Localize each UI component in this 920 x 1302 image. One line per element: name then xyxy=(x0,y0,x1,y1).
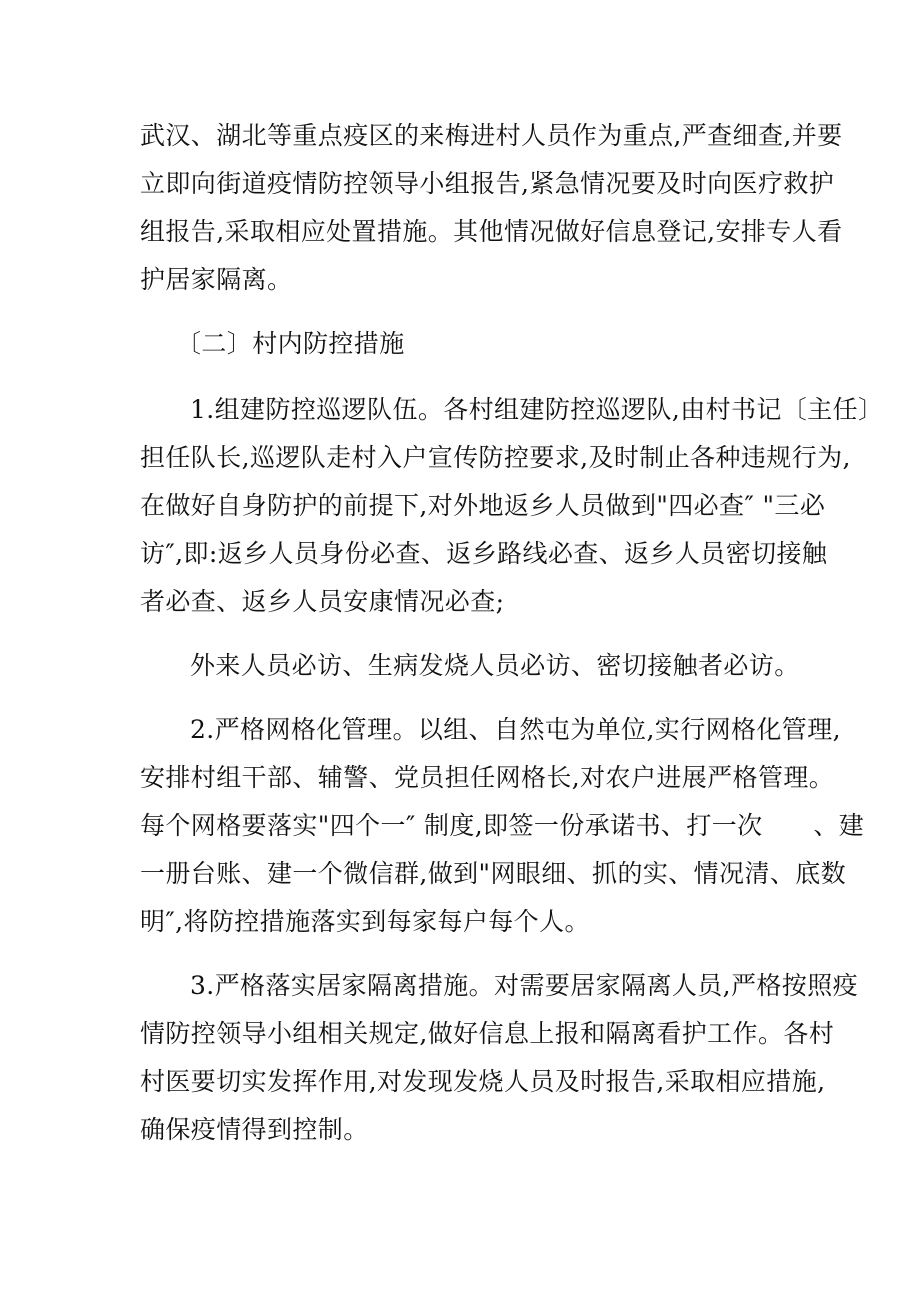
paragraph-line: 一册台账、建一个微信群,做到"网眼细、抓的实、情况清、底数 xyxy=(140,859,847,888)
paragraph-line: 2.严格网格化管理。以组、自然屯为单位,实行网格化管理, xyxy=(190,715,841,744)
paragraph-line: 安排村组干部、辅警、党员担任网格长,对农户进展严格管理。 xyxy=(140,763,835,792)
paragraph-line: 武汉、湖北等重点疫区的来梅进村人员作为重点,严查细查,并要 xyxy=(140,121,843,150)
paragraph-line: 访″,即:返乡人员身份必查、返乡路线必查、返乡人员密切接触 xyxy=(140,539,828,568)
paragraph-line: 者必查、返乡人员安康情况必查; xyxy=(140,587,505,616)
paragraph-line: 1.组建防控巡逻队伍。各村组建防控巡逻队,由村书记〔主任〕 xyxy=(190,395,884,424)
paragraph-line: 护居家隔离。 xyxy=(140,265,293,294)
paragraph-line: 明″,将防控措施落实到每家每户每个人。 xyxy=(140,907,590,936)
paragraph-line: 外来人员必访、生病发烧人员必访、密切接触者必访。 xyxy=(190,651,800,680)
paragraph-line: 确保疫情得到控制。 xyxy=(140,1115,369,1144)
paragraph-line: 组报告,采取相应处置措施。其他情况做好信息登记,安排专人看 xyxy=(140,217,843,246)
paragraph-line: 情防控领导小组相关规定,做好信息上报和隔离看护工作。各村 xyxy=(140,1019,835,1048)
paragraph-line: 每个网格要落实"四个一″ 制度,即签一份承诺书、打一次 、建 xyxy=(140,811,865,840)
paragraph-line: 立即向街道疫情防控领导小组报告,紧急情况要及时向医疗救护 xyxy=(140,169,835,198)
paragraph-line: 3.严格落实居家隔离措施。对需要居家隔离人员,严格按照疫 xyxy=(190,971,859,1000)
paragraph-line: 在做好自身防护的前提下,对外地返乡人员做到"四必查″ "三必 xyxy=(140,491,826,520)
paragraph-line: 担任队长,巡逻队走村入户宣传防控要求,及时制止各种违规行为, xyxy=(140,443,851,472)
paragraph-line: 村医要切实发挥作用,对发现发烧人员及时报告,采取相应措施, xyxy=(140,1067,826,1096)
section-heading: 〔二〕村内防控措施 xyxy=(176,329,405,358)
